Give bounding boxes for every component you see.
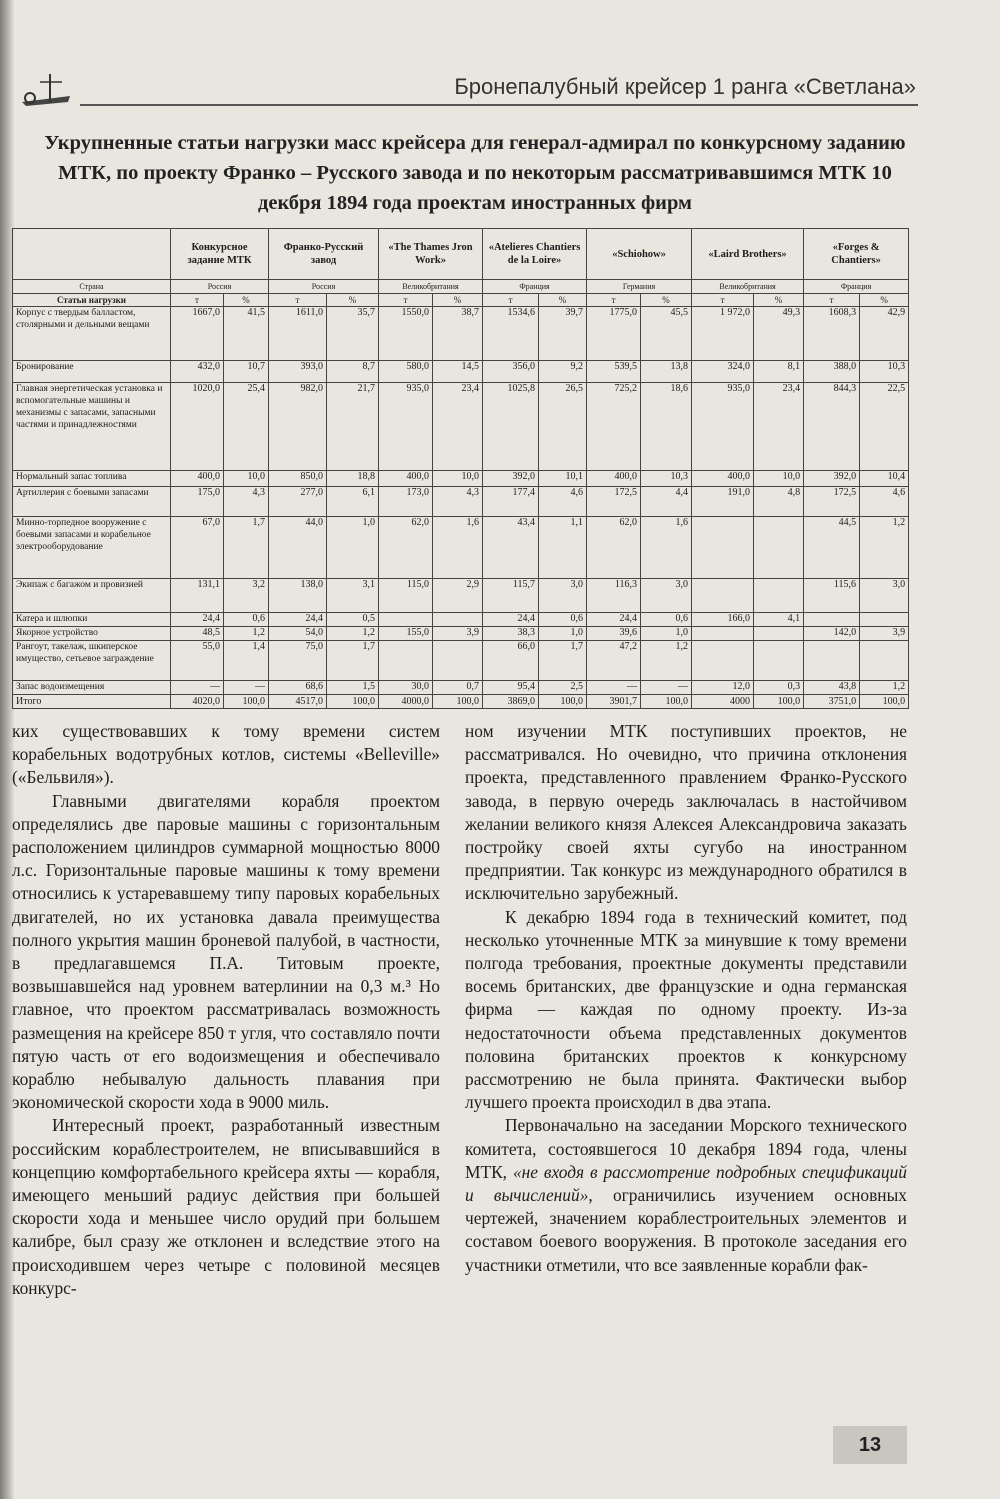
table-cell: 4,3 (224, 487, 269, 517)
table-cell: 0,6 (224, 613, 269, 627)
table-cell: 115,0 (379, 579, 433, 613)
table-cell: 3,0 (860, 579, 909, 613)
row-label: Якорное устройство (13, 627, 171, 641)
table-cell (804, 641, 860, 681)
table-cell: 393,0 (269, 361, 327, 383)
table-cell: 1,2 (224, 627, 269, 641)
total-label: Итого (13, 695, 171, 709)
table-cell: 1550,0 (379, 307, 433, 361)
table-cell: 38,7 (433, 307, 483, 361)
table-cell: 45,5 (641, 307, 692, 361)
table-cell: 4,4 (641, 487, 692, 517)
row-label: Рангоут, такелаж, шкиперское имущество, сетьевое заграждение (13, 641, 171, 681)
table-cell: — (641, 681, 692, 695)
table-cell: 1,0 (539, 627, 587, 641)
table-cell: 1,2 (641, 641, 692, 681)
paragraph: ких существовавших к тому времени систем корабельных водотрубных котлов, системы «Belleville» («Бельвиля»). (12, 721, 440, 788)
table-cell: 115,7 (483, 579, 539, 613)
table-cell: 142,0 (804, 627, 860, 641)
total-cell: 3869,0 (483, 695, 539, 709)
table-cell: 38,3 (483, 627, 539, 641)
table-row (13, 681, 909, 695)
table-title: Укрупненные статьи нагрузки масс крейсера для генерал-адмирал по конкурсному заданию МТК, по проекту Франко – Русского завода и по некоторым рассматривавшимся МТК 10 декбря 1894 года проектам иностранных фирм (44, 132, 906, 214)
row-label: Запас водоизмещения (13, 681, 171, 695)
table-row (13, 383, 909, 471)
table-cell: 43,4 (483, 517, 539, 579)
table-cell: 400,0 (692, 471, 754, 487)
table-cell: 4,6 (539, 487, 587, 517)
table-cell (379, 641, 433, 681)
total-cell: 100,0 (433, 695, 483, 709)
table-cell: 13,8 (641, 361, 692, 383)
unit-cell: т (804, 294, 860, 307)
table-cell (754, 517, 804, 579)
table-cell: 49,3 (754, 307, 804, 361)
country-cell: Франция (483, 280, 587, 294)
table-cell: 23,4 (433, 383, 483, 471)
table-cell: 39,7 (539, 307, 587, 361)
table-cell: 44,0 (269, 517, 327, 579)
table-cell: 1,1 (539, 517, 587, 579)
table-cell: 175,0 (171, 487, 224, 517)
total-cell: 4000 (692, 695, 754, 709)
table-cell (860, 641, 909, 681)
table-cell: 62,0 (587, 517, 641, 579)
table-cell (860, 613, 909, 627)
table-cell: — (587, 681, 641, 695)
table-cell: 22,5 (860, 383, 909, 471)
table-cell: 1 972,0 (692, 307, 754, 361)
table-cell: 1,7 (327, 641, 379, 681)
table-cell: 324,0 (692, 361, 754, 383)
table-cell: 10,1 (539, 471, 587, 487)
table-cell: 1,5 (327, 681, 379, 695)
table-cell: 400,0 (379, 471, 433, 487)
paragraph-text: , ограничились изучением основных чертежей, значением кораблестроительных элементов и составом боевого вооружения. В протоколе заседания его участники отметили, что все заявленные корабли фак- (465, 1185, 907, 1275)
table-cell (754, 579, 804, 613)
text-column-right (465, 720, 907, 1277)
table-cell: 172,5 (587, 487, 641, 517)
firm-header: «Schiohow» (587, 229, 692, 280)
table-cell: 1,2 (860, 681, 909, 695)
table-cell: 9,2 (539, 361, 587, 383)
table-cell: 8,7 (327, 361, 379, 383)
table-cell: 14,5 (433, 361, 483, 383)
total-cell: 3901,7 (587, 695, 641, 709)
table-cell (692, 627, 754, 641)
table-cell: 4,3 (433, 487, 483, 517)
table-cell: 10,0 (754, 471, 804, 487)
table-cell: 18,8 (327, 471, 379, 487)
country-row (13, 280, 909, 294)
country-cell: Германия (587, 280, 692, 294)
table-cell: 23,4 (754, 383, 804, 471)
table-cell: 54,0 (269, 627, 327, 641)
table-cell: 10,7 (224, 361, 269, 383)
loads-table (12, 228, 909, 709)
paragraph: К декабрю 1894 года в технический комитет, под несколько уточненные МТК за минувшие к тому времени полгода требования, проектные документы представили восемь британских, две французские и одна германская фирма — каждая по одному проекту. Из-за недостаточности объема представленных документов половина британских проектов к конкурсному рассмотрению не была принята. Фактически выбор лучшего проекта происходил в два этапа. (465, 906, 907, 1113)
table-cell (379, 613, 433, 627)
paragraph: Интересный проект, разработанный известным российским кораблестроителем, не вписывавшийся в концепцию комфортабельного крейсера яхты — корабля, имеющего меньший радиус действия при большей скорости хода и меньшее число орудий при большем калибре, был сразу же отклонен и вследствие этого на происходившем через четыре с половиной месяцев конкурс- (12, 1115, 440, 1298)
table-cell: 173,0 (379, 487, 433, 517)
total-cell: 4000,0 (379, 695, 433, 709)
table-cell: 18,6 (641, 383, 692, 471)
table-cell: 400,0 (171, 471, 224, 487)
table-cell: 432,0 (171, 361, 224, 383)
table-cell: 1,6 (433, 517, 483, 579)
country-label: Страна (13, 280, 171, 294)
total-cell: 100,0 (860, 695, 909, 709)
table-row (13, 361, 909, 383)
table-cell: 42,9 (860, 307, 909, 361)
table-cell: 725,2 (587, 383, 641, 471)
running-title: Бронепалубный крейсер 1 ранга «Светлана» (454, 74, 916, 99)
paragraph: Главными двигателями корабля проектом определялись две паровые машины с горизонтальным расположением цилиндров суммарной мощностью 8000 л.с. Горизонтальные паровые машины к тому времени относились к устаревавшему типу паровых корабельных двигателей, но их установка давала преимущества полного укрытия машин броневой палубой, в частности, в предлагавшемся П.А. Титовым проекте, возвышавшейся над уровнем ватерлинии на 0,3 м.³ Но главное, что проектом рассматривалась возможность размещения на крейсере 850 т угля, что составляло почти пятую часть от его водоизмещения и обеспечивало кораблю небывалую дальность плавания при экономической скорости хода в 9000 миль. (12, 790, 440, 1113)
table-cell: 68,6 (269, 681, 327, 695)
table-cell: 166,0 (692, 613, 754, 627)
table-cell: 0,3 (754, 681, 804, 695)
table-cell: 62,0 (379, 517, 433, 579)
table-cell: 8,1 (754, 361, 804, 383)
table-cell: 41,5 (224, 307, 269, 361)
total-cell: 4517,0 (269, 695, 327, 709)
table-cell: 12,0 (692, 681, 754, 695)
table-cell: 1775,0 (587, 307, 641, 361)
table-cell: 24,4 (269, 613, 327, 627)
table-cell: 1,7 (539, 641, 587, 681)
table-cell: 0,6 (539, 613, 587, 627)
table-cell: 1534,6 (483, 307, 539, 361)
table-cell (433, 613, 483, 627)
table-cell: 580,0 (379, 361, 433, 383)
table-cell (804, 613, 860, 627)
table-cell: 2,9 (433, 579, 483, 613)
row-label: Минно-торпедное вооружение с боевыми запасами и корабельное электрооборудование (13, 517, 171, 579)
page-number: 13 (833, 1426, 907, 1464)
table-cell: 3,0 (539, 579, 587, 613)
table-cell: 1,6 (641, 517, 692, 579)
table-cell: 3,1 (327, 579, 379, 613)
table-cell: 191,0 (692, 487, 754, 517)
table-cell: 1608,3 (804, 307, 860, 361)
table-row (13, 641, 909, 681)
table-row (13, 307, 909, 361)
table-cell: 392,0 (804, 471, 860, 487)
firm-header: «Laird Brothers» (692, 229, 804, 280)
row-label: Главная энергетическая установка и вспомогательные машины и механизмы с запасами, запасными частями и принадлежностями (13, 383, 171, 471)
table-cell: 935,0 (692, 383, 754, 471)
table-row (13, 579, 909, 613)
table-cell: 1,0 (641, 627, 692, 641)
table-cell: 0,6 (641, 613, 692, 627)
total-cell: 100,0 (539, 695, 587, 709)
unit-cell: % (433, 294, 483, 307)
loads-table-container (12, 228, 908, 707)
table-cell: 850,0 (269, 471, 327, 487)
table-cell: 24,4 (171, 613, 224, 627)
row-label: Корпус с твердым балластом, столярными и дельными вещами (13, 307, 171, 361)
row-label: Катера и шлюпки (13, 613, 171, 627)
table-cell: 1025,8 (483, 383, 539, 471)
table-cell: 10,0 (224, 471, 269, 487)
table-cell: 4,8 (754, 487, 804, 517)
unit-cell: т (692, 294, 754, 307)
table-cell (692, 579, 754, 613)
table-cell: 6,1 (327, 487, 379, 517)
table-cell: 177,4 (483, 487, 539, 517)
table-cell: 155,0 (379, 627, 433, 641)
unit-cell: т (379, 294, 433, 307)
text-column-left (12, 720, 440, 1300)
table-cell (692, 641, 754, 681)
items-label: Статьи нагрузки (13, 294, 171, 307)
country-cell: Россия (269, 280, 379, 294)
quote-text: «не входя в рассмотрение подробных спецификаций и вычислений» (465, 1161, 907, 1206)
unit-cell: т (483, 294, 539, 307)
total-cell: 100,0 (641, 695, 692, 709)
table-cell: 10,4 (860, 471, 909, 487)
table-cell: 400,0 (587, 471, 641, 487)
country-cell: Россия (171, 280, 269, 294)
table-cell: 844,3 (804, 383, 860, 471)
table-cell: 67,0 (171, 517, 224, 579)
table-cell: 10,0 (433, 471, 483, 487)
table-cell: 21,7 (327, 383, 379, 471)
table-cell: 10,3 (641, 471, 692, 487)
firm-header: «Forges & Chantiers» (804, 229, 909, 280)
table-cell: 138,0 (269, 579, 327, 613)
unit-cell: т (587, 294, 641, 307)
table-cell: 3,9 (860, 627, 909, 641)
table-cell: 2,5 (539, 681, 587, 695)
table-cell: 0,7 (433, 681, 483, 695)
firm-header: Конкурсное задание МТК (171, 229, 269, 280)
paragraph: ном изучении МТК поступивших проектов, не рассматривался. Но очевидно, что причина отклонения проекта, представленного правлением Франко-Русского завода, в первую очередь заключалась в настойчивом желании великого князя Алексея Александровича заказать постройку своей яхты сугубо на иностранном предприятии. Так конкурс из международного обратился в исключительно зарубежный. (465, 721, 907, 904)
total-cell: 100,0 (224, 695, 269, 709)
table-row (13, 627, 909, 641)
table-cell: 4,1 (754, 613, 804, 627)
ship-emblem-icon (16, 68, 80, 116)
table-cell: 3,2 (224, 579, 269, 613)
unit-cell: т (171, 294, 224, 307)
table-row (13, 487, 909, 517)
table-cell (754, 627, 804, 641)
firm-header: Франко-Русский завод (269, 229, 379, 280)
unit-cell: % (327, 294, 379, 307)
header-rule (80, 104, 918, 106)
row-label: Нормальный запас топлива (13, 471, 171, 487)
table-row (13, 471, 909, 487)
table-cell: 44,5 (804, 517, 860, 579)
table-header-row (13, 229, 909, 280)
unit-cell: % (641, 294, 692, 307)
table-cell: 3,0 (641, 579, 692, 613)
table-cell: 39,6 (587, 627, 641, 641)
table-cell: 935,0 (379, 383, 433, 471)
table-cell: 356,0 (483, 361, 539, 383)
total-cell: 100,0 (327, 695, 379, 709)
table-cell: 116,3 (587, 579, 641, 613)
total-cell: 4020,0 (171, 695, 224, 709)
table-cell: 172,5 (804, 487, 860, 517)
total-cell: 100,0 (754, 695, 804, 709)
unit-cell: % (860, 294, 909, 307)
country-cell: Великобритания (692, 280, 804, 294)
unit-cell: % (539, 294, 587, 307)
country-cell: Франция (804, 280, 909, 294)
table-cell: 1,4 (224, 641, 269, 681)
table-cell: 26,5 (539, 383, 587, 471)
table-cell: 388,0 (804, 361, 860, 383)
paragraph-text: Первоначально на заседании Морского технического комитета, состоявшегося 10 декабря 1894 года, члены МТК, (465, 1115, 907, 1182)
table-cell (433, 641, 483, 681)
table-cell: 1020,0 (171, 383, 224, 471)
table-cell: 25,4 (224, 383, 269, 471)
unit-row (13, 294, 909, 307)
row-label: Бронирование (13, 361, 171, 383)
table-cell: 35,7 (327, 307, 379, 361)
table-row (13, 613, 909, 627)
table-cell: 30,0 (379, 681, 433, 695)
table-cell: 1667,0 (171, 307, 224, 361)
firm-header: «Atelieres Chantiers de la Loire» (483, 229, 587, 280)
total-row (13, 695, 909, 709)
table-corner-cell (13, 229, 171, 280)
table-cell: 1,2 (860, 517, 909, 579)
table-cell: 66,0 (483, 641, 539, 681)
table-cell (692, 517, 754, 579)
table-cell: — (224, 681, 269, 695)
table-cell: 75,0 (269, 641, 327, 681)
table-cell: 48,5 (171, 627, 224, 641)
row-label: Артиллерия с боевыми запасами (13, 487, 171, 517)
total-cell: 3751,0 (804, 695, 860, 709)
table-cell: 24,4 (587, 613, 641, 627)
table-cell: 24,4 (483, 613, 539, 627)
country-cell: Великобритания (379, 280, 483, 294)
table-cell: 1,0 (327, 517, 379, 579)
table-cell: 115,6 (804, 579, 860, 613)
table-cell: 392,0 (483, 471, 539, 487)
table-row (13, 517, 909, 579)
row-label: Экипаж с багажом и провизией (13, 579, 171, 613)
table-cell: 0,5 (327, 613, 379, 627)
table-cell: 982,0 (269, 383, 327, 471)
table-cell: 1611,0 (269, 307, 327, 361)
table-cell: 47,2 (587, 641, 641, 681)
firm-header: «The Thames Jron Work» (379, 229, 483, 280)
paragraph (465, 1114, 907, 1276)
table-cell: 1,7 (224, 517, 269, 579)
table-cell: 539,5 (587, 361, 641, 383)
table-cell: 95,4 (483, 681, 539, 695)
table-cell: 1,2 (327, 627, 379, 641)
table-cell: 131,1 (171, 579, 224, 613)
unit-cell: % (224, 294, 269, 307)
table-cell: 43,8 (804, 681, 860, 695)
table-cell: — (171, 681, 224, 695)
table-cell: 3,9 (433, 627, 483, 641)
table-cell (754, 641, 804, 681)
table-cell: 10,3 (860, 361, 909, 383)
table-cell: 55,0 (171, 641, 224, 681)
table-cell: 277,0 (269, 487, 327, 517)
table-cell: 4,6 (860, 487, 909, 517)
unit-cell: % (754, 294, 804, 307)
unit-cell: т (269, 294, 327, 307)
